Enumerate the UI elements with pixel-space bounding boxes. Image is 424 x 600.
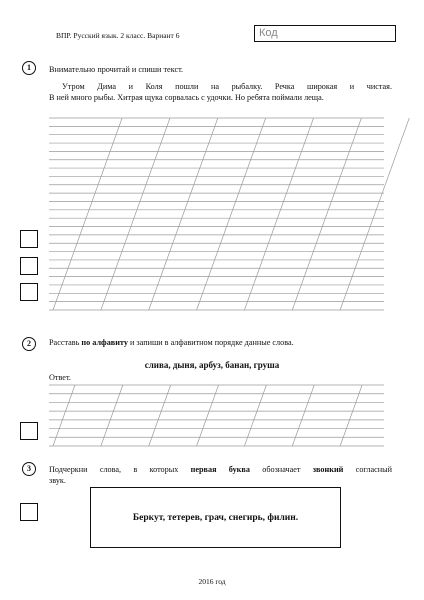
task-2-instruction-bold: по алфавиту [81,338,128,347]
task-1-score-box-2[interactable] [20,257,38,275]
task-2-line-slant [340,385,362,446]
task-2-instruction-pre: Расставь [49,338,82,347]
task-2-answer-label: Ответ. [49,373,71,382]
task-1-instruction: Внимательно прочитай и спиши текст. [49,65,184,74]
task-2-line-slant [101,385,123,446]
task-1-line-slant [149,118,218,310]
task-2-line-slant [292,385,314,446]
footer-year: 2016 год [198,577,226,586]
task-1-number: 1 [22,61,36,75]
task-2-score-box[interactable] [20,422,38,440]
task-1-line-slant [101,118,170,310]
task-3-line1-post: согласный [343,465,392,474]
task-1-score-box-1[interactable] [20,230,38,248]
page-header-title: ВПР. Русский язык. 2 класс. Вариант 6 [56,31,180,40]
task-2-line-slant [197,385,219,446]
task-2-line-slant [244,385,266,446]
task-2-line-slant [53,385,75,446]
task-3-line1-pre: Подчеркни слова, в которых [49,465,191,474]
task-2-word-list: слива, дыня, арбуз, банан, груша [144,360,280,370]
task-1-line-slant [244,118,313,310]
task-1-line-slant [197,118,266,310]
task-3-instruction-line-1 [49,464,392,475]
code-field[interactable]: Код [254,25,396,42]
task-3-word-frame [90,487,341,548]
task-1-line-slant [292,118,361,310]
task-2-line-slant [149,385,171,446]
task-2-instruction-post: и запиши в алфавитном порядке данные слова. [127,338,294,347]
task-1-line-slant [340,118,409,310]
task-2-number: 2 [22,337,36,351]
task-3-score-box[interactable] [20,503,38,521]
task-1-text-line-2: В ней много рыбы. Хитрая щука сорвалась с удочки. Но ребята поймали леща. [49,93,324,102]
task-1-score-box-3[interactable] [20,283,38,301]
task-3-number: 3 [22,462,36,476]
task-1-line-slant [53,118,122,310]
task-1-text-line-1: Утром Дима и Коля пошли на рыбалку. Речка широкая и чистая. [62,82,392,91]
task-3-word-list[interactable]: Беркут, тетерев, грач, снегирь, филин. [132,512,299,523]
task-3-line1-bold-2: звонкий [312,465,344,474]
task-3-line1-bold-1: первая буква [190,465,250,474]
task-3-line1-mid: обозначает [249,465,313,474]
task-2-instruction [49,337,294,348]
task-3-instruction-line-2: звук. [49,476,66,485]
